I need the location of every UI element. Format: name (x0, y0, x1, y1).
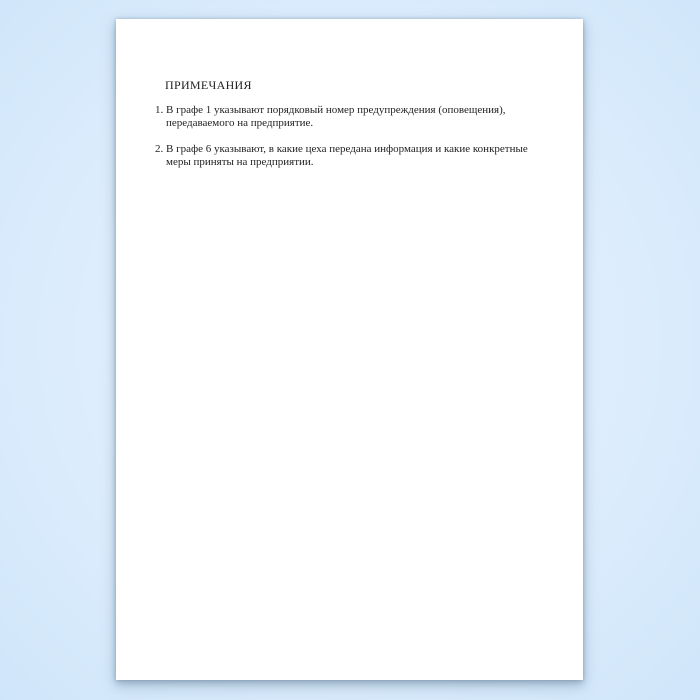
note-number: 2. (155, 143, 164, 155)
document-sheet (116, 19, 583, 680)
notes-heading: ПРИМЕЧАНИЯ (165, 78, 252, 92)
note-item (155, 104, 545, 129)
document-content (116, 19, 583, 168)
note-number: 1. (155, 104, 164, 116)
note-text: В графе 6 указывают, в какие цеха передана информация и какие конкретные меры приняты на предприятии. (166, 143, 528, 168)
note-item (155, 143, 545, 168)
notes-list (155, 104, 545, 168)
note-text: В графе 1 указывают порядковый номер предупреждения (оповещения), передаваемого на предприятие. (166, 104, 506, 129)
